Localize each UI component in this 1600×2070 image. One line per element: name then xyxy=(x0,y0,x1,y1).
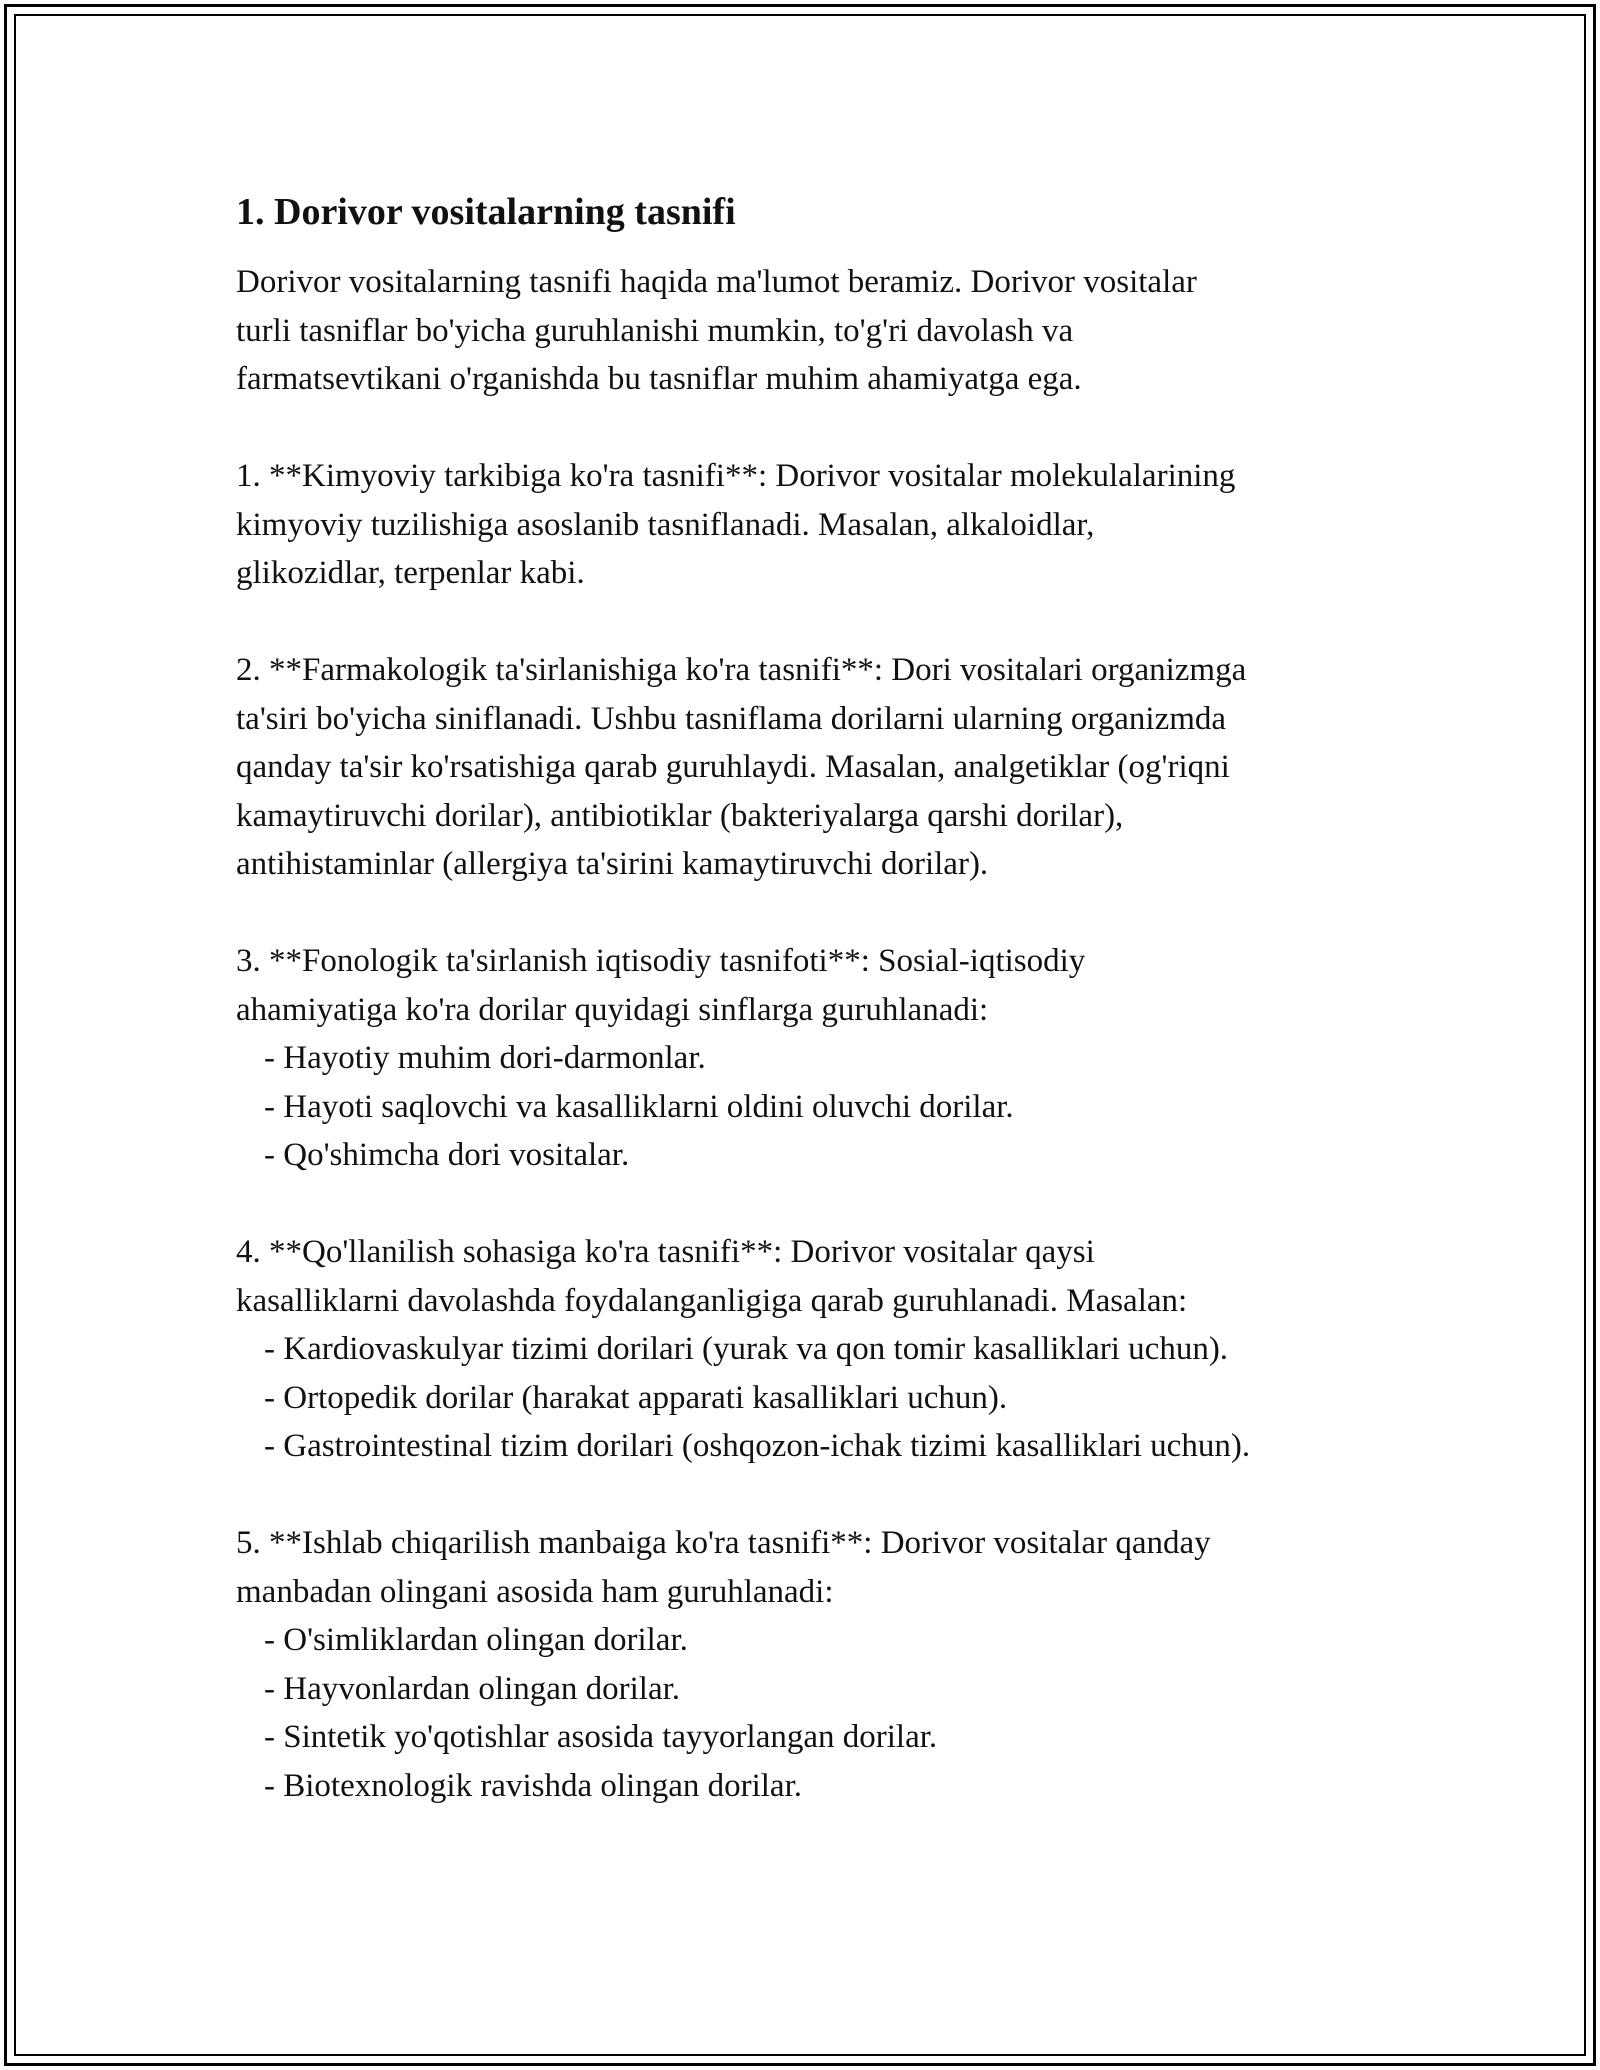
document-title: 1. Dorivor vositalarning tasnifi xyxy=(236,191,736,233)
section-2-line: kamaytiruvchi dorilar), antibiotiklar (bakteriyalarga qarshi dorilar), xyxy=(236,797,1124,834)
section-4-list-item: - Gastrointestinal tizim dorilari (oshqozon-ichak tizimi kasalliklari uchun). xyxy=(264,1428,1251,1464)
paragraph-spacer xyxy=(236,889,1386,938)
section-5-list-item: - Biotexnologik ravishda olingan dorilar. xyxy=(264,1767,802,1804)
section-5-list-item: - Hayvonlardan olingan dorilar. xyxy=(264,1670,681,1707)
section-3-line: 3. **Fonologik ta'sirlanish iqtisodiy tasnifoti**: Sosial-iqtisodiy xyxy=(236,943,1086,979)
intro-line: turli tasniflar bo'yicha guruhlanishi mumkin, to'g'ri davolash va xyxy=(236,312,1074,349)
section-3 xyxy=(236,937,1386,1180)
section-4-list-item: - Ortopedik dorilar (harakat apparati kasalliklari uchun). xyxy=(264,1379,1008,1416)
section-4 xyxy=(236,1228,1386,1471)
section-2-line: ta'siri bo'yicha siniflanadi. Ushbu tasniflama dorilarni ularning organizmda xyxy=(236,700,1227,737)
section-4-line: kasalliklarni davolashda foydalanganligiga qarab guruhlanadi. Masalan: xyxy=(236,1282,1188,1319)
section-1 xyxy=(236,452,1386,598)
paragraph-spacer xyxy=(236,1471,1386,1520)
section-1-line: 1. **Kimyoviy tarkibiga ko'ra tasnifi**: Dorivor vositalar molekulalarining xyxy=(236,458,1236,494)
section-5-list-item: - O'simliklardan olingan dorilar. xyxy=(264,1622,688,1658)
section-5-line: 5. **Ishlab chiqarilish manbaiga ko'ra tasnifi**: Dorivor vositalar qanday xyxy=(236,1525,1211,1561)
section-4-list-item: - Kardiovaskulyar tizimi dorilari (yurak va qon tomir kasalliklari uchun). xyxy=(264,1331,1229,1367)
section-2 xyxy=(236,646,1386,889)
section-3-list-item: - Hayotiy muhim dori-darmonlar. xyxy=(264,1040,706,1076)
section-4-line: 4. **Qo'llanilish sohasiga ko'ra tasnifi**: Dorivor vositalar qaysi xyxy=(236,1234,1095,1270)
intro-line: Dorivor vositalarning tasnifi haqida ma'lumot beramiz. Dorivor vositalar xyxy=(236,264,1197,300)
paragraph-spacer xyxy=(236,598,1386,647)
paragraph-spacer xyxy=(236,1180,1386,1229)
section-5-line: manbadan olingani asosida ham guruhlanadi: xyxy=(236,1573,834,1610)
section-1-line: glikozidlar, terpenlar kabi. xyxy=(236,555,585,591)
section-5-list-item: - Sintetik yo'qotishlar asosida tayyorlangan dorilar. xyxy=(264,1719,938,1755)
section-2-line: 2. **Farmakologik ta'sirlanishiga ko'ra tasnifi**: Dori vositalari organizmga xyxy=(236,652,1247,688)
paragraph-spacer xyxy=(236,404,1386,453)
section-3-line: ahamiyatiga ko'ra dorilar quyidagi sinflarga guruhlanadi: xyxy=(236,991,989,1028)
section-3-list-item: - Hayoti saqlovchi va kasalliklarni oldini oluvchi dorilar. xyxy=(264,1088,1014,1125)
document-body xyxy=(236,186,1386,1810)
section-5 xyxy=(236,1519,1386,1810)
section-2-line: qanday ta'sir ko'rsatishiga qarab guruhlaydi. Masalan, analgetiklar (og'riqni xyxy=(236,749,1230,785)
section-3-list-item: - Qo'shimcha dori vositalar. xyxy=(264,1137,630,1173)
intro-paragraph xyxy=(236,258,1386,404)
section-1-line: kimyoviy tuzilishiga asoslanib tasniflanadi. Masalan, alkaloidlar, xyxy=(236,506,1095,543)
section-2-line: antihistaminlar (allergiya ta'sirini kamaytiruvchi dorilar). xyxy=(236,846,989,882)
intro-line: farmatsevtikani o'rganishda bu tasniflar muhim ahamiyatga ega. xyxy=(236,361,1082,397)
